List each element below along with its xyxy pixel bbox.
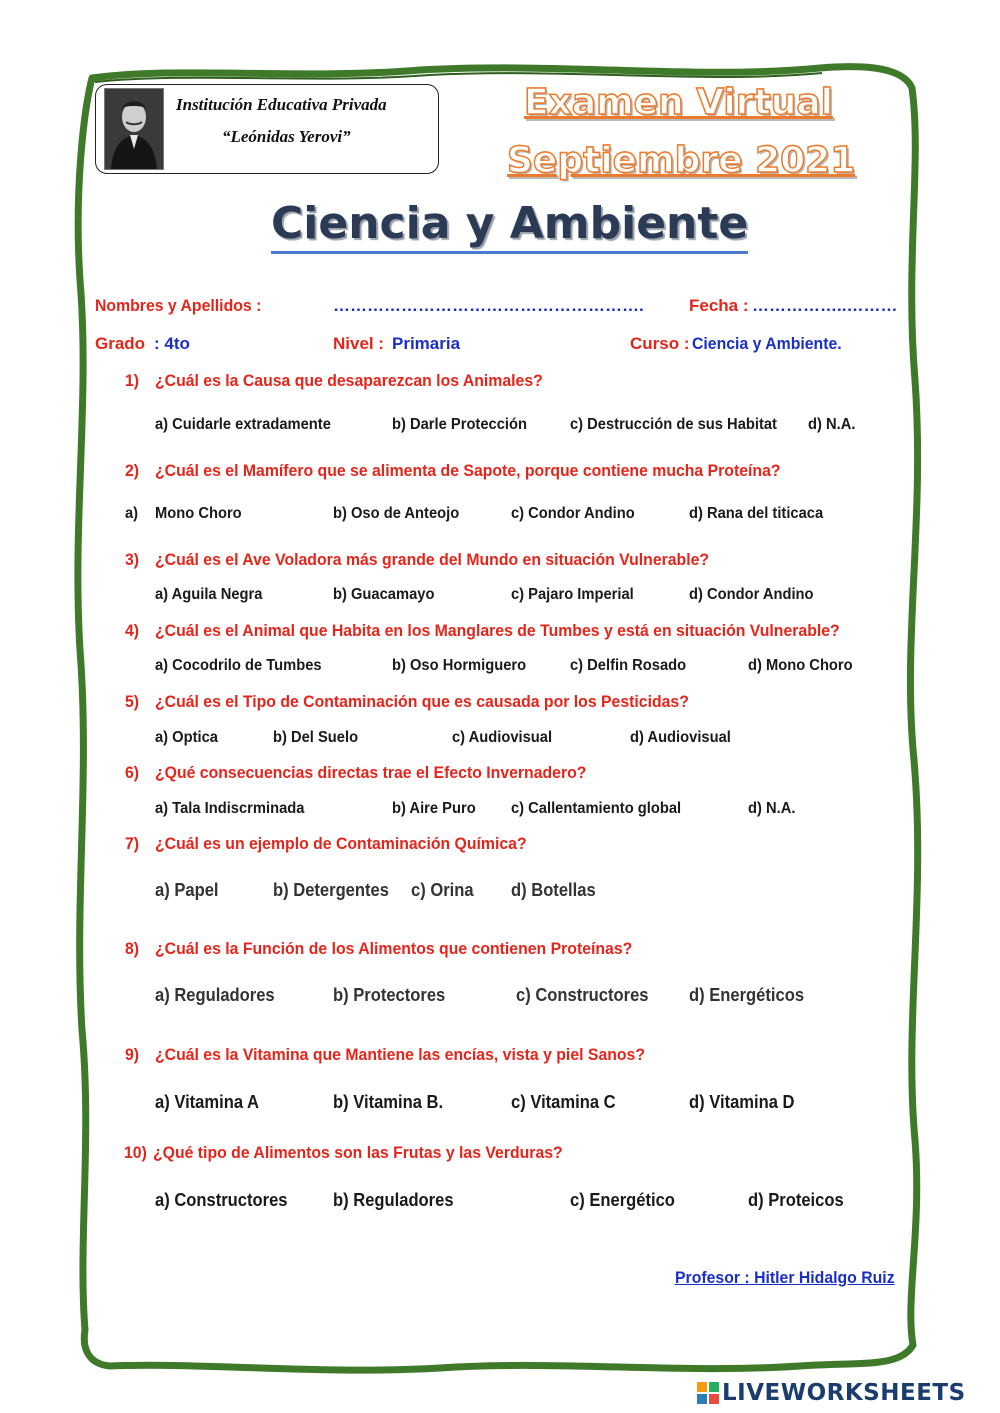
question-3-option-b[interactable]: b) Guacamayo (333, 586, 435, 603)
question-7-number: 7) (125, 834, 140, 853)
question-8-number: 8) (125, 939, 140, 958)
question-4-number: 4) (125, 621, 140, 640)
question-4-option-a[interactable]: a) Cocodrilo de Tumbes (155, 657, 322, 674)
question-1-option-b[interactable]: b) Darle Protección (392, 416, 527, 433)
question-7-option-b[interactable]: b) Detergentes (273, 880, 389, 900)
question-10-option-a[interactable]: a) Constructores (155, 1190, 288, 1210)
question-10-option-c[interactable]: c) Energético (570, 1190, 675, 1210)
question-6-option-b[interactable]: b) Aire Puro (392, 800, 476, 817)
question-7-option-a[interactable]: a) Papel (155, 880, 219, 900)
question-2-option-a-letter[interactable]: a) (125, 505, 139, 522)
question-4-option-d[interactable]: d) Mono Choro (748, 657, 853, 674)
question-1-option-d[interactable]: d) N.A. (808, 416, 856, 433)
level-label: Nivel : (333, 334, 385, 353)
question-2-option-a[interactable]: Mono Choro (155, 505, 242, 522)
question-3-number: 3) (125, 550, 140, 569)
name-label: Nombres y Apellidos : (95, 296, 262, 315)
date-field[interactable]: ……………..……… (752, 296, 898, 315)
question-8-option-b[interactable]: b) Protectores (333, 985, 446, 1005)
question-10-option-d[interactable]: d) Proteicos (748, 1190, 844, 1210)
question-6-number: 6) (125, 763, 140, 782)
question-6-option-d[interactable]: d) N.A. (748, 800, 796, 817)
question-4-option-c[interactable]: c) Delfin Rosado (570, 657, 687, 674)
question-5-option-c[interactable]: c) Audiovisual (452, 729, 553, 746)
question-10-number: 10) (124, 1143, 147, 1162)
question-1-text: ¿Cuál es la Causa que desaparezcan los Animales? (155, 371, 543, 390)
question-1-option-a[interactable]: a) Cuidarle extradamente (155, 416, 331, 433)
grade-value: : 4to (154, 334, 190, 353)
question-4-text: ¿Cuál es el Animal que Habita en los Manglares de Tumbes y está en situación Vulnerable? (155, 621, 840, 640)
question-5-option-b[interactable]: b) Del Suelo (273, 729, 359, 746)
question-3-option-d[interactable]: d) Condor Andino (689, 586, 814, 603)
question-9-number: 9) (125, 1045, 140, 1064)
question-3-option-a[interactable]: a) Aguila Negra (155, 586, 263, 603)
question-9-option-a[interactable]: a) Vitamina A (155, 1092, 260, 1112)
question-2-text: ¿Cuál es el Mamífero que se alimenta de Sapote, porque contiene mucha Proteína? (155, 461, 781, 480)
question-7-text: ¿Cuál es un ejemplo de Contaminación Química? (155, 834, 527, 853)
institution-name-line2: “Leónidas Yerovi” (222, 127, 351, 146)
question-8-text: ¿Cuál es la Función de los Alimentos que contienen Proteínas? (155, 939, 633, 958)
question-2-option-c[interactable]: c) Condor Andino (511, 505, 635, 522)
question-10-text: ¿Qué tipo de Alimentos son las Frutas y las Verduras? (153, 1143, 563, 1162)
level-value: Primaria (392, 334, 461, 353)
question-9-option-b[interactable]: b) Vitamina B. (333, 1092, 444, 1112)
question-6-option-c[interactable]: c) Callentamiento global (511, 800, 682, 817)
question-5-option-a[interactable]: a) Optica (155, 729, 218, 746)
question-3-option-c[interactable]: c) Pajaro Imperial (511, 586, 634, 603)
exam-title-line2: Septiembre 2021 (507, 140, 856, 181)
date-label: Fecha : (689, 296, 749, 315)
question-8-option-a[interactable]: a) Reguladores (155, 985, 275, 1005)
institution-logo-box (95, 84, 439, 174)
teacher-name: Profesor : Hitler Hidalgo Ruiz (675, 1268, 895, 1287)
question-9-option-c[interactable]: c) Vitamina C (511, 1092, 616, 1112)
question-5-option-d[interactable]: d) Audiovisual (630, 729, 731, 746)
liveworksheets-brand[interactable]: LIVEWORKSHEETS (722, 1380, 966, 1406)
question-10-option-b[interactable]: b) Reguladores (333, 1190, 454, 1210)
question-1-option-c[interactable]: c) Destrucción de sus Habitat (570, 416, 777, 433)
question-5-text: ¿Cuál es el Tipo de Contaminación que es causada por los Pesticidas? (155, 692, 689, 711)
question-9-option-d[interactable]: d) Vitamina D (689, 1092, 795, 1112)
question-4-option-b[interactable]: b) Oso Hormiguero (392, 657, 527, 674)
question-7-option-d[interactable]: d) Botellas (511, 880, 596, 900)
question-8-option-d[interactable]: d) Energéticos (689, 985, 805, 1005)
course-label: Curso : (630, 334, 690, 353)
question-2-option-b[interactable]: b) Oso de Anteojo (333, 505, 460, 522)
question-8-option-c[interactable]: c) Constructores (516, 985, 649, 1005)
question-6-option-a[interactable]: a) Tala Indiscrminada (155, 800, 305, 817)
course-value: Ciencia y Ambiente. (692, 334, 842, 353)
grade-label: Grado (95, 334, 146, 353)
subject-title: Ciencia y Ambiente (271, 198, 748, 254)
name-field[interactable]: ………………………………………………. (333, 296, 644, 315)
question-6-text: ¿Qué consecuencias directas trae el Efecto Invernadero? (155, 763, 587, 782)
question-7-option-c[interactable]: c) Orina (411, 880, 474, 900)
question-3-text: ¿Cuál es el Ave Voladora más grande del Mundo en situación Vulnerable? (155, 550, 710, 569)
question-2-number: 2) (125, 461, 140, 480)
question-1-number: 1) (125, 371, 140, 390)
liveworksheets-logo-icon (697, 1382, 719, 1404)
exam-title-line1: Examen Virtual (524, 82, 833, 123)
question-5-number: 5) (125, 692, 140, 711)
question-9-text: ¿Cuál es la Vitamina que Mantiene las encías, vista y piel Sanos? (155, 1045, 646, 1064)
question-2-option-d[interactable]: d) Rana del titicaca (689, 505, 824, 522)
portrait-image (104, 88, 164, 170)
institution-name-line1: Institución Educativa Privada (176, 95, 387, 114)
